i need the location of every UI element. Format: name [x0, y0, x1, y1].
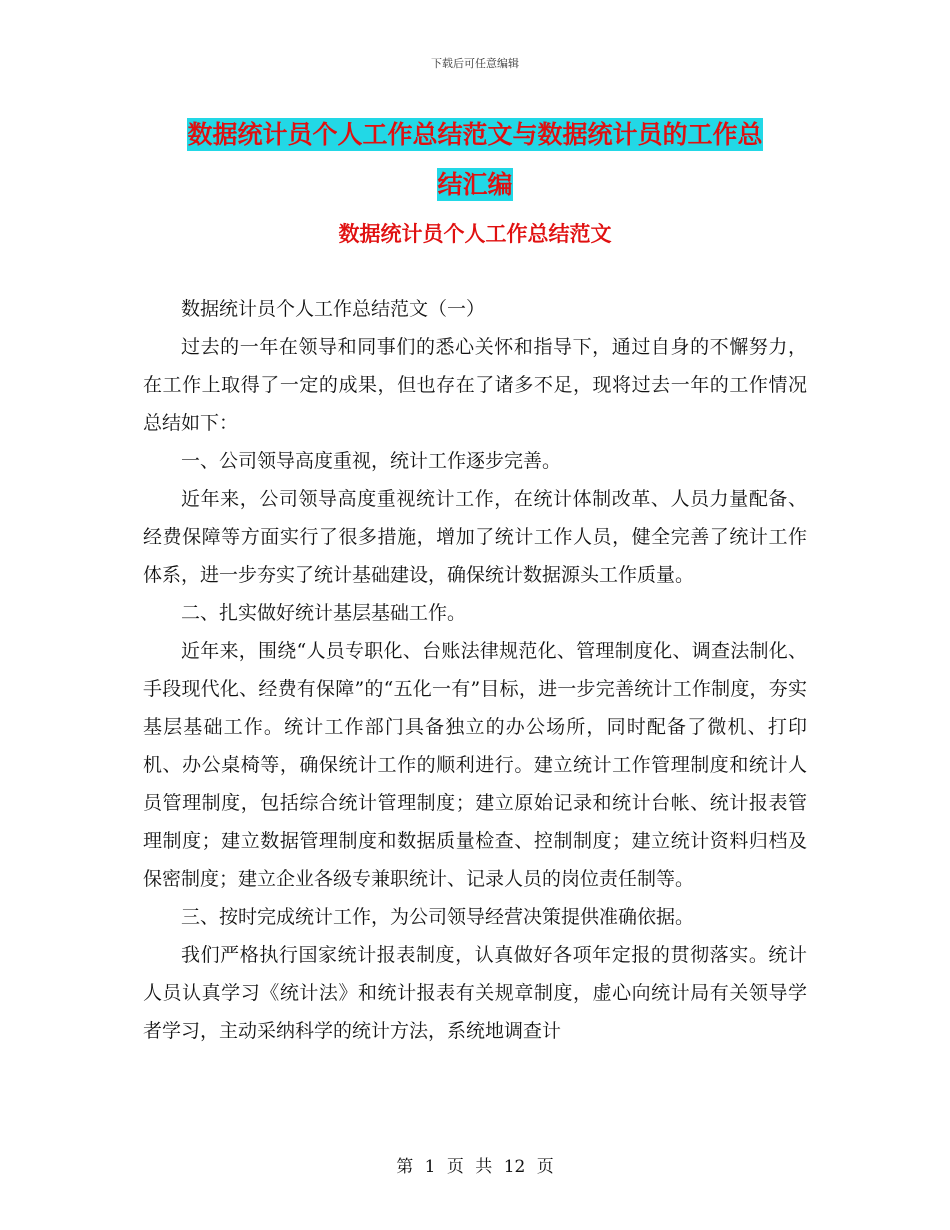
page-number-footer: 第 1 页 共 12 页 — [396, 1157, 554, 1177]
paragraph: 一、公司领导高度重视，统计工作逐步完善。 — [181, 450, 562, 472]
paragraph: 数据统计员个人工作总结范文（一） — [181, 298, 486, 320]
document-title-line-1: 数据统计员个人工作总结范文与数据统计员的工作总 — [187, 120, 763, 149]
paragraph: 二、扎实做好统计基层基础工作。 — [181, 602, 467, 624]
paragraph: 过去的一年在领导和同事们的悉心关怀和指导下，通过自身的不懈努力，在工作上取得了一定的成果，但也存在了诸多不足，现将过去一年的工作情况总结如下： — [143, 336, 807, 434]
document-body — [143, 290, 807, 1050]
paragraph: 近年来，围绕“人员专职化、台账法律规范化、管理制度化、调查法制化、手段现代化、经费有保障”的“五化一有”目标，进一步完善统计工作制度，夯实基层基础工作。统计工作部门具备独立的办公场所，同时配备了微机、打印机、办公桌椅等，确保统计工作的顺利进行。建立统计工作管理制度和统计人员管理制度，包括综合统计管理制度；建立原始记录和统计台帐、统计报表管理制度；建立数据管理制度和数据质量检查、控制制度；建立统计资料归档及保密制度；建立企业各级专兼职统计、记录人员的岗位责任制等。 — [143, 640, 807, 890]
paragraph: 我们严格执行国家统计报表制度，认真做好各项年定报的贯彻落实。统计人员认真学习《统计法》和统计报表有关规章制度，虚心向统计局有关领导学者学习，主动采纳科学的统计方法，系统地调查计 — [143, 944, 807, 1042]
document-title-line-2: 结汇编 — [437, 170, 513, 199]
paragraph: 三、按时完成统计工作，为公司领导经营决策提供准确依据。 — [181, 906, 695, 928]
paragraph: 近年来，公司领导高度重视统计工作，在统计体制改革、人员力量配备、经费保障等方面实行了很多措施，增加了统计工作人员，健全完善了统计工作体系，进一步夯实了统计基础建设，确保统计数据源头工作质量。 — [143, 488, 807, 586]
document-title — [0, 110, 950, 210]
section-title: 数据统计员个人工作总结范文 — [338, 222, 612, 246]
header-note: 下载后可任意编辑 — [431, 57, 519, 70]
